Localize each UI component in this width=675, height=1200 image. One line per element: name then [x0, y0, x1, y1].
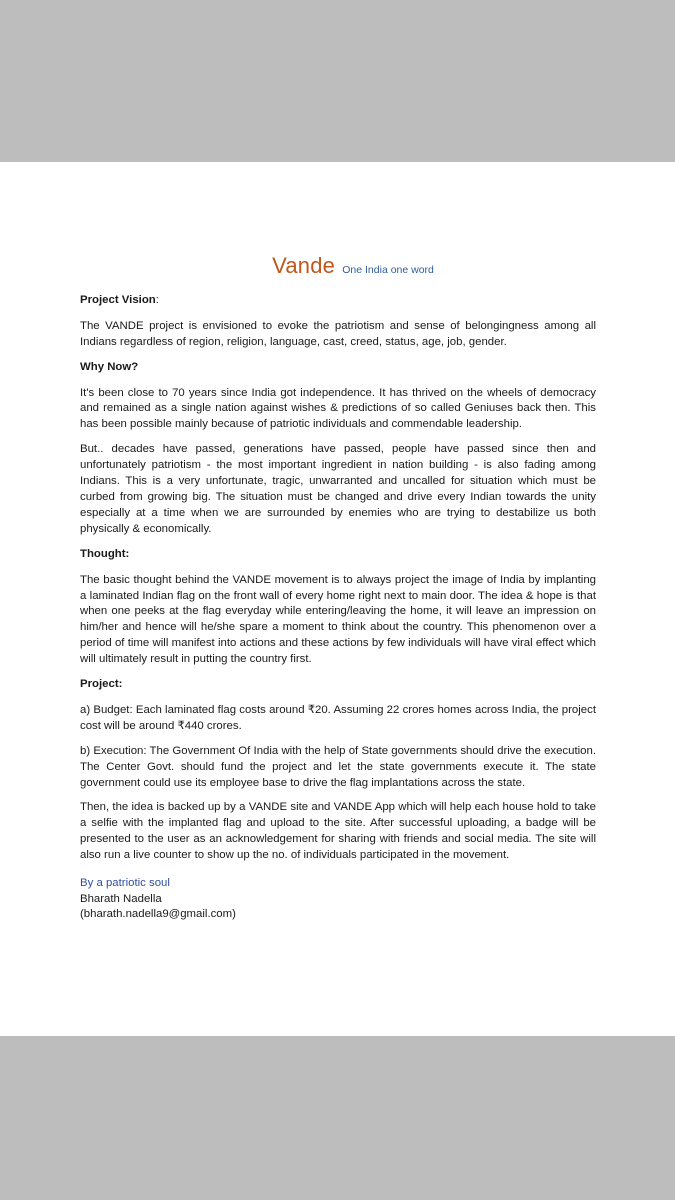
- signature-tagline: By a patriotic soul: [80, 877, 170, 890]
- heading-project-vision-text: Project Vision: [80, 293, 156, 306]
- vision-paragraph: The VANDE project is envisioned to evoke the patriotism and sense of belongingness among all Indians regardless of region, religion, language, cast, creed, status, age, job, gender.: [80, 319, 596, 348]
- signature-email: (bharath.nadella9@gmail.com): [80, 908, 236, 921]
- project-execution-paragraph: b) Execution: The Government Of India with the help of State governments should drive the execution. The Center Govt. should fund the project and let the state governments execute it. The state government could use its employee base to drive the flag implantations across the state.: [80, 744, 596, 789]
- heading-thought: Thought:: [80, 547, 130, 560]
- why-now-paragraph-2: But.. decades have passed, generations have passed, people have passed since then and unfortunately patriotism - the most important ingredient in nation building - is also fading among Indians. This is a very unfortunate, tragic, unwarranted and uncalled for situation which must be curbed from growing big. The situation must be changed and drive every Indian towards the unity especially at a time when we are surrounded by enemies who are trying to destabilize us both physically & economically.: [80, 443, 596, 535]
- heading-project-vision-colon: :: [155, 293, 159, 306]
- project-budget-paragraph: a) Budget: Each laminated flag costs around ₹20. Assuming 22 crores homes across India, the project cost will be around ₹440 crores.: [80, 703, 596, 732]
- top-gray-band: [0, 0, 675, 162]
- brand-tagline: One India one word: [342, 264, 434, 276]
- bottom-gray-band: [0, 1036, 675, 1200]
- signature-name: Bharath Nadella: [80, 892, 162, 905]
- heading-why-now: Why Now?: [80, 360, 139, 373]
- thought-paragraph: The basic thought behind the VANDE movement is to always project the image of India by implanting a laminated Indian flag on the front wall of every home right next to main door. The idea & hope is that when one peeks at the flag everyday while entering/leaving the home, it will leave an impression on him/her and hence will he/she spare a moment to think about the country. This phenomenon over a period of time will manifest into actions and these actions by few individuals will have viral effect which will ultimately result in putting the country first.: [80, 573, 596, 666]
- project-site-app-paragraph: Then, the idea is backed up by a VANDE site and VANDE App which will help each house hold to take a selfie with the implanted flag and upload to the site. After successful uploading, a badge will be presented to the user as an acknowledgement for sharing with friends and social media. The site will also run a live counter to show up the no. of individuals participated in the movement.: [80, 801, 596, 862]
- brand-title: Vande: [272, 253, 336, 278]
- document-body: [80, 253, 596, 923]
- document-page[interactable]: [0, 162, 675, 1036]
- signature-block: [80, 876, 596, 923]
- heading-project: Project:: [80, 678, 123, 691]
- why-now-paragraph-1: It's been close to 70 years since India got independence. It has thrived on the wheels of democracy and remained as a single nation against wishes & predictions of so called Geniuses back then. This has been possible mainly because of patriotic individuals and commendable leadership.: [80, 386, 596, 431]
- document-title: [110, 253, 596, 279]
- heading-project-vision: [80, 293, 596, 309]
